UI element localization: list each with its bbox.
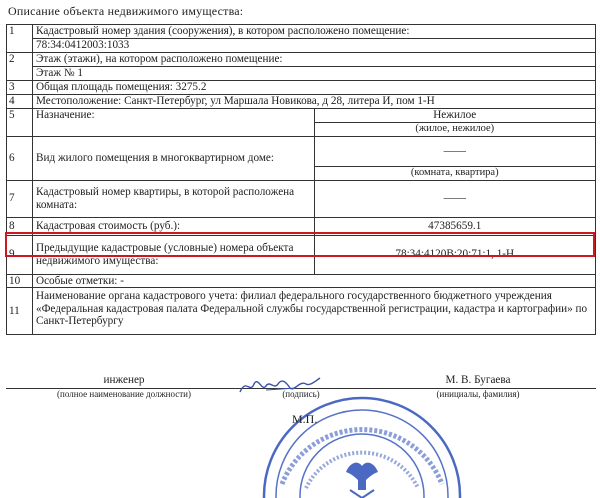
signer-name: М. В. Бугаева [360, 372, 596, 389]
table-row [7, 25, 596, 39]
apartment-cadastral-number: —— [314, 180, 596, 217]
field-label: Этаж (этажи), на котором расположено помещение: [33, 53, 596, 67]
cadastral-value-highlight [5, 232, 595, 257]
table-row [7, 108, 596, 122]
row-number: 6 [7, 136, 33, 180]
position-caption: (полное наименование должности) [57, 389, 191, 399]
table-row [7, 39, 596, 53]
row-number: 4 [7, 94, 33, 108]
row-number: 5 [7, 108, 33, 136]
field-label: Кадастровая стоимость (руб.): [33, 217, 315, 235]
floor-value: Этаж № 1 [33, 67, 596, 81]
purpose-value: Нежилое [314, 108, 596, 122]
row-number: 11 [7, 288, 33, 335]
table-row [7, 67, 596, 81]
signature-caption: (подпись) [282, 389, 320, 399]
table-row [7, 53, 596, 67]
row-number: 7 [7, 180, 33, 217]
field-label: Кадастровый номер здания (сооружения), в котором расположено помещение: [33, 25, 596, 39]
row-number: 3 [7, 81, 33, 95]
table-row [7, 288, 596, 335]
field-label: Предыдущие кадастровые (условные) номера объекта недвижимого имущества: [33, 235, 315, 274]
name-caption: (инициалы, фамилия) [436, 389, 520, 399]
table-row [7, 274, 596, 288]
dwelling-type-value: —— [314, 136, 596, 166]
purpose-caption: (жилое, нежилое) [314, 122, 596, 136]
special-notes: Особые отметки: - [33, 274, 596, 288]
total-area: Общая площадь помещения: 3275.2 [33, 81, 596, 95]
row-number: 10 [7, 274, 33, 288]
registration-authority: Наименование органа кадастрового учета: филиал федерального государственного бюджетного учреждения «Федеральная кадастровая палата Федеральной службы государственной регистрации, кадастра и картографии» по Санкт-Петербургу [33, 288, 596, 335]
cadastral-value: 47385659.1 [314, 217, 596, 235]
table-row [7, 180, 596, 217]
previous-numbers-value: 78:34:4120В:20:71:1, 1-Н [314, 235, 596, 274]
row-number: 9 [7, 235, 33, 274]
dwelling-type-caption: (комната, квартира) [314, 166, 596, 180]
stamp-place-label: М.П. [292, 412, 318, 426]
position-value: инженер [6, 372, 242, 389]
property-description-table [6, 24, 596, 335]
row-number: 8 [7, 217, 33, 235]
row-number: 1 [7, 25, 33, 53]
field-label: Вид жилого помещения в многоквартирном доме: [33, 136, 315, 180]
section-title: Описание объекта недвижимого имущества: [8, 4, 244, 18]
table-row [7, 81, 596, 95]
field-label: Назначение: [33, 108, 315, 136]
row-number: 2 [7, 53, 33, 81]
table-row [7, 136, 596, 166]
field-label: Кадастровый номер квартиры, в которой расположена комната: [33, 180, 315, 217]
official-seal-stamp [262, 388, 462, 498]
table-row [7, 94, 596, 108]
location: Местоположение: Санкт-Петербург, ул Маршала Новикова, д 28, литера И, пом 1-Н [33, 94, 596, 108]
building-cadastral-number: 78:34:0412003:1033 [33, 39, 596, 53]
